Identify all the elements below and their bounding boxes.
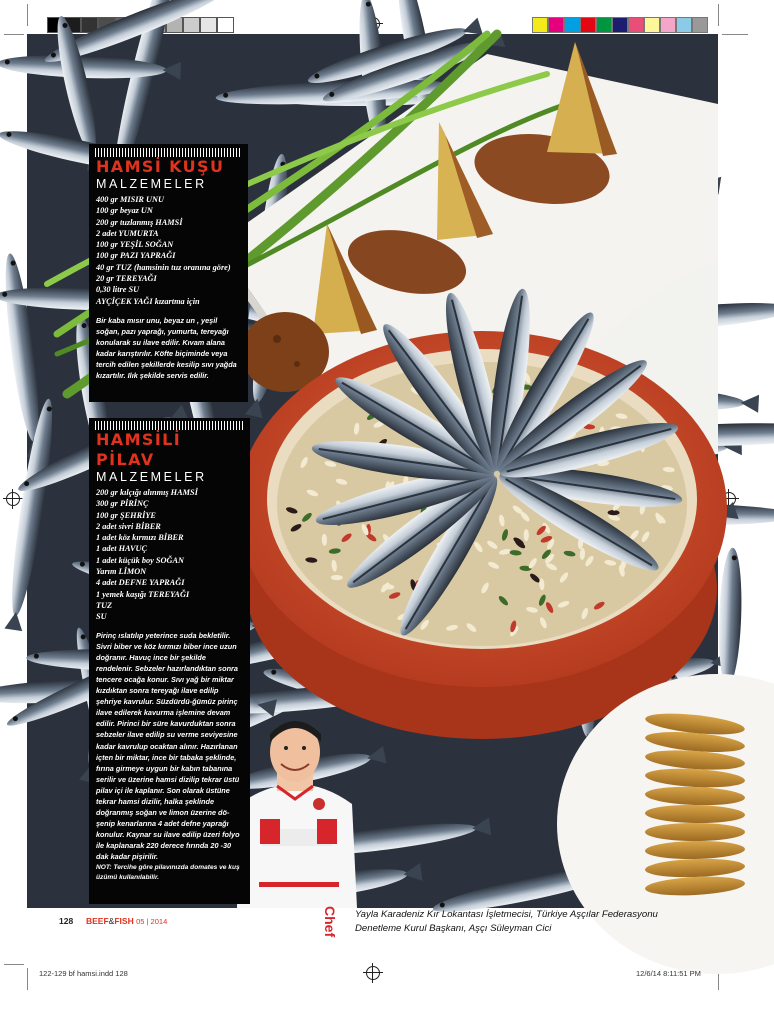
decorative-stripe (95, 148, 242, 157)
ingredient-item: AYÇİÇEK YAĞI kızartma için (96, 296, 200, 306)
ingredient-item: 400 gr MISIR UNU (96, 195, 165, 204)
decorative-stripe (95, 421, 244, 430)
registration-mark-left (6, 492, 20, 506)
ingredients-heading: MALZEMELER (96, 177, 207, 191)
ingredient-item: 200 gr tuzlanmış HAMSİ (96, 217, 183, 227)
magazine-brand (86, 916, 167, 926)
caption-line-1: Yayla Karadeniz Kır Lokantası İşletmecisi, Türkiye Aşçılar Federasyonu (355, 909, 658, 920)
ingredient-item: 1 adet küçük boy SOĞAN (96, 555, 185, 565)
ingredient-item: 100 gr YEŞİL SOĞAN (96, 240, 174, 250)
ingredient-item: 2 adet sivri BİBER (96, 521, 161, 531)
crop-mark (4, 34, 24, 35)
gray-swatch (217, 17, 234, 33)
photo-caption (355, 908, 658, 936)
ingredient-item: 1 yemek kaşığı TEREYAĞI (96, 589, 190, 599)
crop-mark (27, 4, 28, 26)
ingredient-item: 100 gr PAZI YAPRAĞI (96, 251, 176, 261)
color-swatch (612, 17, 628, 33)
recipe-note: NOT: Tercihe göre pilavınızda domates ve kuş üzümü kullanılabilir. (96, 863, 240, 881)
caption-line-2: Denetleme Kurul Başkanı, Aşçı Süleyman Cici (355, 923, 552, 934)
issue-label: 05 | 2014 (136, 917, 168, 926)
color-swatch (660, 17, 676, 33)
ingredient-item: 0,30 litre SU (96, 285, 140, 295)
recipe-title: HAMSİLİ PİLAV (96, 430, 182, 469)
brand-amp: & (108, 916, 115, 926)
recipe-title: HAMSİ KUŞU (96, 157, 225, 176)
color-swatch (676, 17, 692, 33)
color-swatch (548, 17, 564, 33)
ingredient-list (89, 194, 248, 307)
ingredient-item: 2 adet YUMURTA (96, 228, 159, 238)
ingredient-item: 100 gr beyaz UN (96, 206, 153, 216)
brand-left: BEEF (86, 916, 109, 926)
slug-filename: 122-129 bf hamsi.indd 128 (39, 969, 128, 978)
ingredient-item: SU (96, 612, 107, 622)
ingredient-item: 40 gr TUZ (hamsinin tuz oranına göre) (96, 262, 231, 272)
registration-mark-bottom (366, 966, 380, 980)
page-number: 128 (59, 916, 74, 926)
recipe-box-hamsili-pilav (89, 418, 250, 904)
color-swatch (532, 17, 548, 33)
color-swatch (596, 17, 612, 33)
ingredient-item: 200 gr kılçığı alınmış HAMSİ (96, 488, 198, 497)
ingredient-item: 1 adet HAVUÇ (96, 544, 148, 554)
crop-mark (27, 968, 28, 990)
ingredient-item: 1 adet köz kırmızı BİBER (96, 533, 184, 543)
chef-jacket-text: Chef (322, 906, 338, 938)
color-calibration-strip (532, 17, 708, 33)
ingredients-heading: MALZEMELER (96, 470, 207, 484)
color-swatch (628, 17, 644, 33)
ingredient-list (89, 487, 250, 623)
color-swatch (644, 17, 660, 33)
color-swatch (692, 17, 708, 33)
ingredient-item: 4 adet DEFNE YAPRAĞI (96, 578, 185, 588)
ingredient-item: 20 gr TEREYAĞI (96, 274, 157, 284)
color-swatch (580, 17, 596, 33)
ingredient-item: 300 gr PİRİNÇ (96, 499, 149, 509)
slug-timestamp: 12/6/14 8:11:51 PM (636, 969, 701, 978)
recipe-instructions: Bir kaba mısır unu, beyaz un , yeşil soğan, pazı yaprağı, yumurta, tereyağı konularak su ilave edilir. Kıvam alana kadar karıştırılır. Köfte biçiminde veya tercih edilen şekillerde kesilip sıvı yağda kızartılır. Ilık şekilde servis edilir. (96, 315, 237, 381)
ingredient-item: TUZ (96, 600, 113, 610)
crop-mark (718, 4, 719, 26)
ingredient-item: 100 gr ŞEHRİYE (96, 510, 156, 520)
brand-right: FISH (114, 916, 134, 926)
ingredient-item: Yarım LİMON (96, 567, 147, 577)
color-swatch (564, 17, 580, 33)
recipe-box-hamsi-kusu (89, 144, 248, 402)
recipe-instructions: Pirinç ıslatılıp yeterince suda bekletilir. Sivri biber ve köz kırmızı biber ince uzun doğranır. Havuç ince bir şekilde rendelenir. Sebzeler hazırlandıktan sonra tencere ocağa konur. Sıvı yağ bir miktar kızdıktan sonra tereyağı ilave edilip şehriye kavrulur. Süzdürdü-ğümüz pirinç ilave edilerek kavurma işlemine devam edilir. Pirinci bir süre kavurduktan sonra sebzeler ilave edilip su verme seviyesine kadar kavrulup ocaktan alınır. Hazırlanan içten bir miktar, ince bir tabaka şeklinde, fırına girmeye uygun bir kabın tabanına serilir ve üzerine hamsi dizilip tekrar üstü pilav içi ile kaplanır. Son olarak üstüne tekrar hamsi dizilir, halka şeklinde doğranmış soğan ve limon üzerine dö-şenip kenarlarına 4 adet defne yaprağı konulur. Kaynar su ilave edilip üzeri folyo ile kaplanarak 220 derece fırında 20 -30 dak kadar pişirilir. (96, 630, 240, 862)
gray-swatch (183, 17, 200, 33)
gray-swatch (200, 17, 217, 33)
crop-mark (722, 34, 748, 35)
crop-mark (4, 964, 24, 965)
